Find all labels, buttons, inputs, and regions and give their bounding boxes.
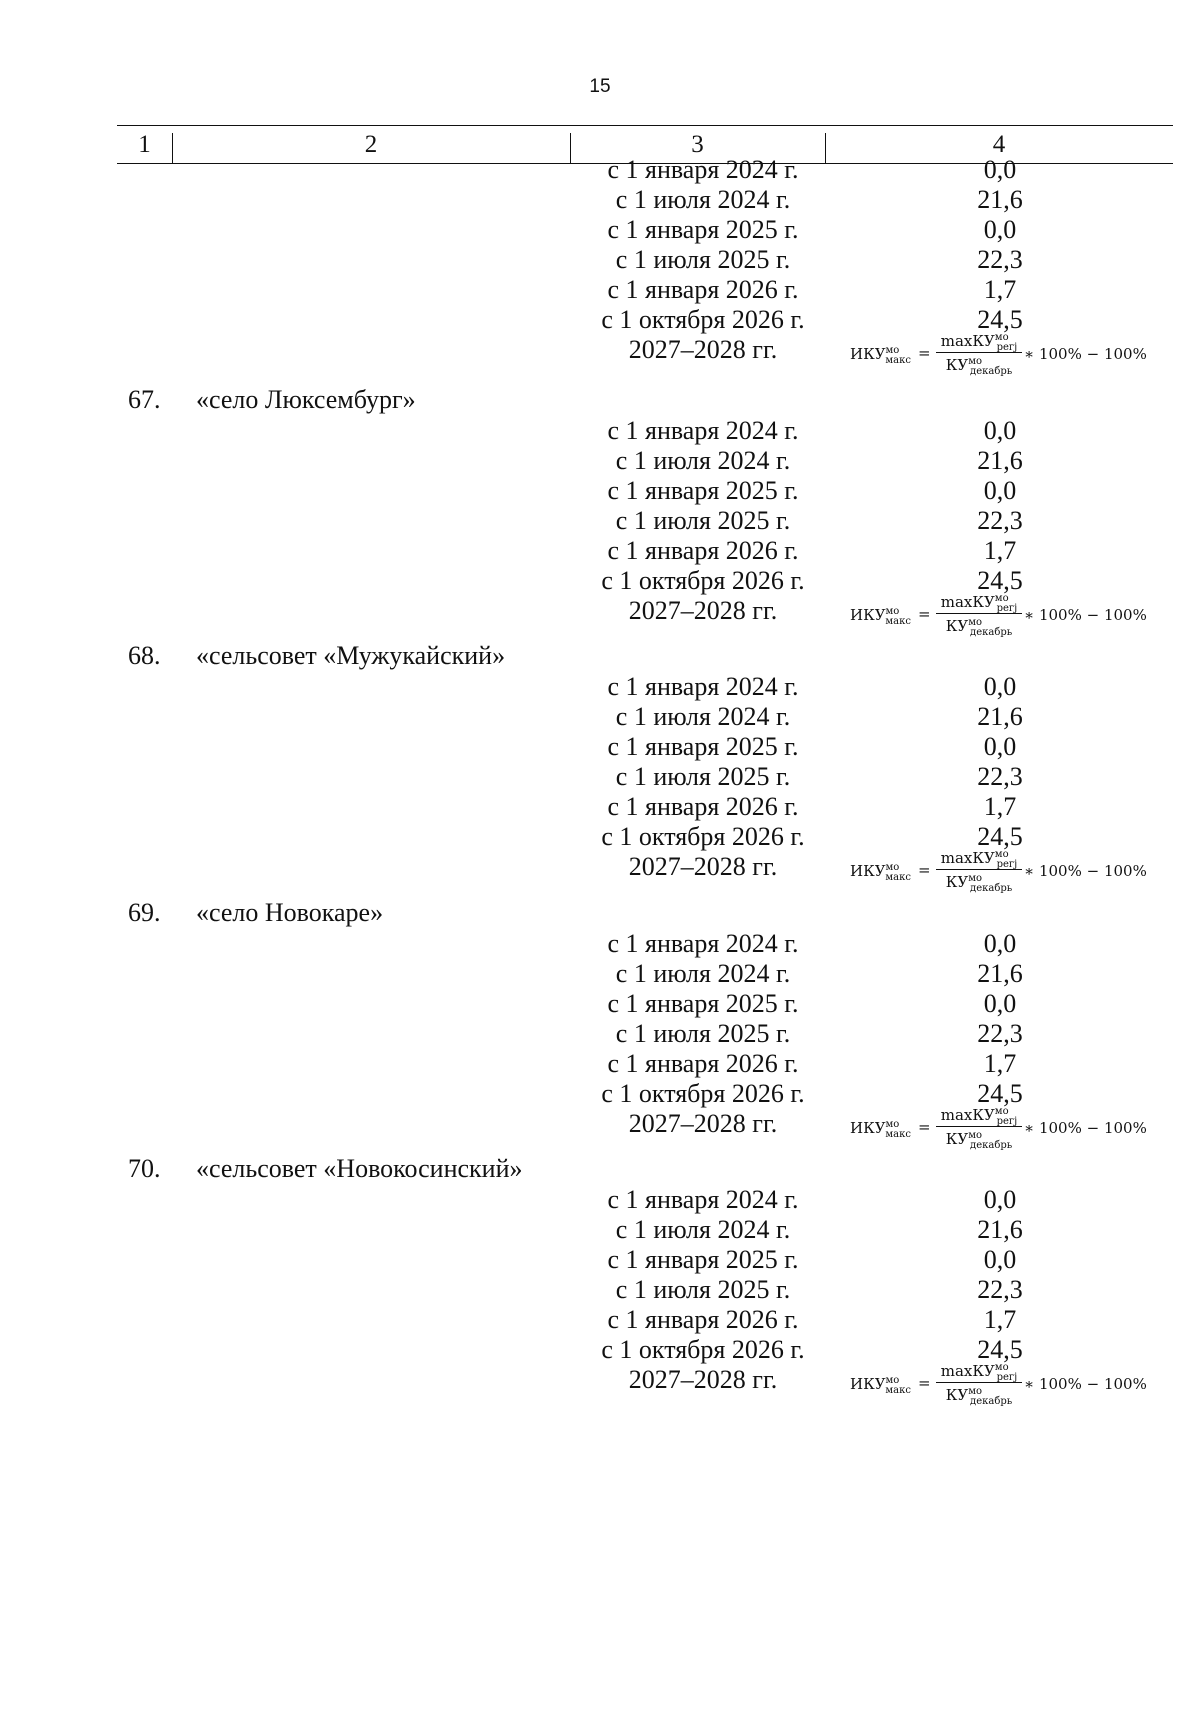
row-date: с 1 января 2024 г. [607,155,799,184]
table-row [0,154,1200,187]
formula-lhs-main: ИКУ [850,862,886,880]
formula-tail: ∗ 100% − 100% [1024,345,1147,363]
formula-lhs-sup: мо [885,606,900,617]
formula-den-sup: мо [968,1130,983,1141]
row-value: 0,0 [983,929,1017,958]
formula-lhs-main: ИКУ [850,1119,886,1137]
column-header-4: 4 [992,131,1006,158]
formula-den-main: КУ [945,1386,969,1404]
row-date: с 1 января 2026 г. [607,536,799,565]
formula-num-sub: регj [996,859,1018,870]
formula-den-sup: мо [968,1386,983,1397]
entry-number: 69. [128,898,161,927]
row-date: с 1 октября 2026 г. [601,1079,805,1108]
formula [850,591,1150,639]
column-header-1: 1 [138,131,151,158]
table-row [0,1048,1200,1081]
formula-num-main: maxКУ [940,849,995,867]
table-row [0,928,1200,961]
row-date: с 1 июля 2024 г. [615,702,791,731]
row-date: с 1 июля 2024 г. [615,1215,791,1244]
table-row [0,475,1200,508]
formula-den-sub: декабрь [970,883,1013,894]
formula [850,330,1150,378]
row-date: с 1 января 2024 г. [607,672,799,701]
formula-lhs-main: ИКУ [850,1375,886,1393]
entry-name: «сельсовет «Новокосинский» [196,1154,523,1183]
formula-numerator [936,1104,1022,1127]
table-row [0,415,1200,448]
row-date: с 1 июля 2025 г. [615,245,791,274]
row-date: с 1 октября 2026 г. [601,822,805,851]
formula-lhs-sub: макс [885,355,911,366]
row-value: 21,6 [977,446,1023,475]
formula-num-sub: регj [996,603,1018,614]
formula-numerator [936,591,1022,614]
row-date: с 1 января 2026 г. [607,792,799,821]
row-value: 22,3 [977,506,1023,535]
row-value: 0,0 [983,416,1017,445]
row-value: 0,0 [983,155,1017,184]
row-date: с 1 января 2025 г. [607,215,799,244]
page-number: 15 [589,76,611,97]
formula-lhs-sub: макс [885,872,911,883]
row-value: 0,0 [983,215,1017,244]
row-date: с 1 января 2026 г. [607,275,799,304]
formula-tail: ∗ 100% − 100% [1024,1119,1147,1137]
row-value: 21,6 [977,702,1023,731]
formula-num-main: maxКУ [940,1362,995,1380]
entry-number: 70. [128,1154,161,1183]
row-date: с 1 октября 2026 г. [601,1335,805,1364]
formula-lhs [850,606,911,627]
row-value: 22,3 [977,1275,1023,1304]
row-value: 21,6 [977,1215,1023,1244]
row-date: 2027–2028 гг. [628,335,778,364]
row-value: 24,5 [977,822,1023,851]
row-value: 0,0 [983,1245,1017,1274]
formula-fraction [936,1104,1022,1149]
row-date: с 1 января 2026 г. [607,1305,799,1334]
row-value: 24,5 [977,566,1023,595]
formula-den-sup: мо [968,356,983,367]
table-row [0,184,1200,217]
formula-numerator [936,1360,1022,1383]
row-value: 24,5 [977,1335,1023,1364]
row-value: 21,6 [977,185,1023,214]
table-row [0,244,1200,277]
formula-num-sup: мо [994,849,1009,860]
formula-tail: ∗ 100% − 100% [1024,1375,1147,1393]
formula-equals: = [918,344,931,362]
formula-lhs-sup: мо [885,345,900,356]
formula-equals: = [918,605,931,623]
row-date: 2027–2028 гг. [628,1109,778,1138]
formula-num-sub: регj [996,1372,1018,1383]
formula-equals: = [918,1118,931,1136]
formula-denominator [936,1383,1022,1405]
entry-name: «село Люксембург» [196,385,416,414]
table-row [0,1304,1200,1337]
formula-lhs-sup: мо [885,1375,900,1386]
formula-denominator [936,614,1022,636]
table-row [0,671,1200,704]
formula-lhs-sub: макс [885,1129,911,1140]
row-date: с 1 октября 2026 г. [601,566,805,595]
entry-name: «село Новокаре» [196,898,384,927]
row-value: 22,3 [977,245,1023,274]
row-date: 2027–2028 гг. [628,1365,778,1394]
row-date: с 1 июля 2025 г. [615,1275,791,1304]
table-row [0,1214,1200,1247]
table-row [0,761,1200,794]
table-row [0,701,1200,734]
formula-fraction [936,330,1022,375]
row-date: с 1 января 2025 г. [607,1245,799,1274]
row-date: с 1 января 2025 г. [607,732,799,761]
formula-num-sup: мо [994,332,1009,343]
formula [850,1360,1150,1408]
formula-tail: ∗ 100% − 100% [1024,862,1147,880]
formula-fraction [936,591,1022,636]
formula-lhs [850,862,911,883]
table-row [0,1018,1200,1051]
row-date: с 1 января 2024 г. [607,929,799,958]
formula-lhs [850,345,911,366]
table-row [0,958,1200,991]
formula-lhs-main: ИКУ [850,345,886,363]
formula-num-main: maxКУ [940,593,995,611]
formula-fraction [936,1360,1022,1405]
table-row [0,731,1200,764]
formula-lhs-sub: макс [885,1385,911,1396]
row-date: с 1 января 2025 г. [607,989,799,1018]
formula-den-sub: декабрь [970,627,1013,638]
table-row [0,445,1200,478]
formula-lhs [850,1119,911,1140]
row-date: 2027–2028 гг. [628,596,778,625]
table-row [0,988,1200,1021]
formula-den-sub: декабрь [970,366,1013,377]
row-date: с 1 июля 2024 г. [615,959,791,988]
row-date: с 1 октября 2026 г. [601,305,805,334]
row-date: с 1 января 2024 г. [607,416,799,445]
formula-tail: ∗ 100% − 100% [1024,606,1147,624]
entry-name: «сельсовет «Мужукайский» [196,641,506,670]
formula-fraction [936,847,1022,892]
row-date: с 1 июля 2025 г. [615,762,791,791]
row-value: 0,0 [983,476,1017,505]
row-value: 24,5 [977,305,1023,334]
formula-num-sub: регj [996,342,1018,353]
formula-den-sub: декабрь [970,1396,1013,1407]
formula-num-sup: мо [994,1106,1009,1117]
row-value: 22,3 [977,762,1023,791]
formula-denominator [936,1127,1022,1149]
formula-den-main: КУ [945,617,969,635]
formula-denominator [936,870,1022,892]
row-value: 0,0 [983,672,1017,701]
column-header-2: 2 [364,131,378,158]
table-row [0,791,1200,824]
formula-num-main: maxКУ [940,1106,995,1124]
row-date: с 1 января 2024 г. [607,1185,799,1214]
formula-den-sup: мо [968,617,983,628]
row-date: с 1 января 2026 г. [607,1049,799,1078]
table-row [0,535,1200,568]
entry-number: 67. [128,385,161,414]
formula-numerator [936,847,1022,870]
formula-den-sup: мо [968,873,983,884]
formula-equals: = [918,861,931,879]
formula-equals: = [918,1374,931,1392]
row-value: 1,7 [983,792,1017,821]
formula-num-sub: регj [996,1116,1018,1127]
formula-lhs [850,1375,911,1396]
row-date: с 1 января 2025 г. [607,476,799,505]
row-value: 24,5 [977,1079,1023,1108]
formula-num-main: maxКУ [940,332,995,350]
table-row [0,1274,1200,1307]
formula-lhs-sub: макс [885,616,911,627]
row-value: 1,7 [983,1049,1017,1078]
row-value: 0,0 [983,1185,1017,1214]
formula-lhs-sup: мо [885,1119,900,1130]
row-date: с 1 июля 2025 г. [615,1019,791,1048]
formula-den-main: КУ [945,1130,969,1148]
formula-num-sup: мо [994,1362,1009,1373]
table-row [0,214,1200,247]
row-value: 22,3 [977,1019,1023,1048]
row-date: с 1 июля 2024 г. [615,446,791,475]
formula-numerator [936,330,1022,353]
row-value: 1,7 [983,536,1017,565]
row-value: 0,0 [983,989,1017,1018]
formula-den-sub: декабрь [970,1140,1013,1151]
table-row [0,1184,1200,1217]
row-value: 0,0 [983,732,1017,761]
row-value: 1,7 [983,275,1017,304]
formula-lhs-main: ИКУ [850,606,886,624]
row-value: 1,7 [983,1305,1017,1334]
entry-number: 68. [128,641,161,670]
table-row [0,1244,1200,1277]
formula-lhs-sup: мо [885,862,900,873]
row-value: 21,6 [977,959,1023,988]
formula [850,847,1150,895]
formula [850,1104,1150,1152]
row-date: с 1 июля 2025 г. [615,506,791,535]
table-row [0,274,1200,307]
formula-denominator [936,353,1022,375]
formula-den-main: КУ [945,356,969,374]
table-row [0,505,1200,538]
formula-den-main: КУ [945,873,969,891]
row-date: 2027–2028 гг. [628,852,778,881]
row-date: с 1 июля 2024 г. [615,185,791,214]
column-header-3: 3 [691,131,704,158]
formula-num-sup: мо [994,593,1009,604]
